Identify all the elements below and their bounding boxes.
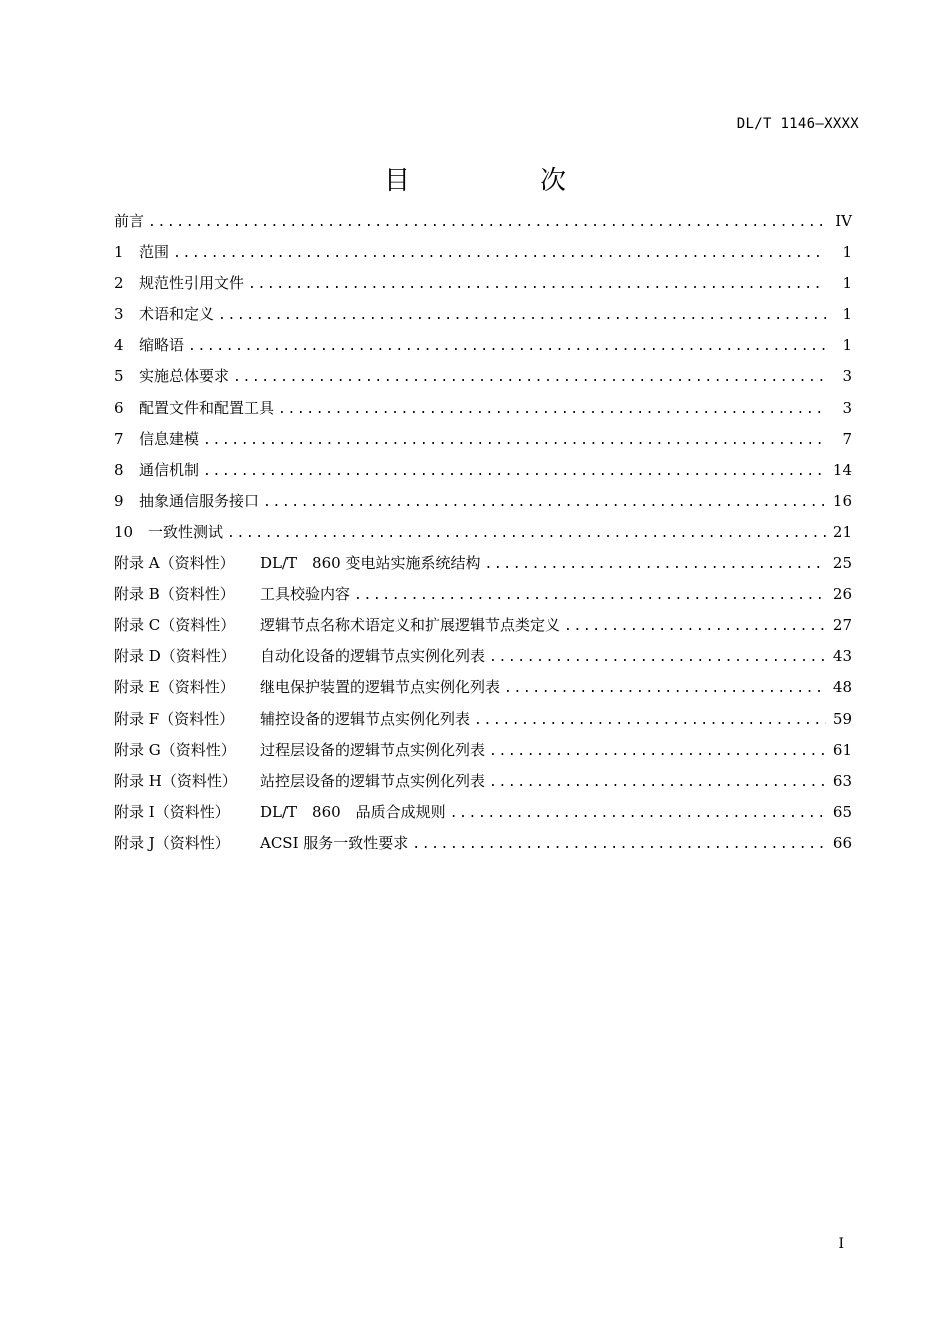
- toc-entry-label: [114, 330, 184, 361]
- toc-entry-title: 规范性引用文件: [139, 274, 245, 293]
- toc-entry-page: 1: [842, 274, 852, 293]
- toc-dot-leader: [474, 705, 826, 736]
- toc-dot-leader: [148, 207, 826, 238]
- toc-entry-page: 66: [832, 833, 852, 852]
- toc-entry-label: [114, 486, 259, 517]
- toc-entry-number: 4: [114, 336, 124, 355]
- toc-entry-label: [114, 517, 223, 548]
- toc-dot-leader: [564, 611, 826, 642]
- toc-entry-title: 抽象通信服务接口: [139, 491, 260, 510]
- toc-dot-leader: [489, 736, 826, 767]
- toc-dot-leader: [233, 362, 826, 393]
- toc-entry-page: 27: [832, 616, 852, 635]
- toc-entry[interactable]: [114, 206, 852, 237]
- toc-entry-title: 前言: [114, 212, 145, 230]
- toc-entry-number: 6: [114, 398, 124, 417]
- toc-entry-title: 继电保护装置的逻辑节点实例化列表: [260, 678, 501, 697]
- toc-entry-title: 通信机制: [139, 460, 200, 479]
- toc-dot-leader: [504, 673, 826, 704]
- toc-dot-leader: [263, 487, 826, 518]
- toc-dot-leader: [203, 425, 826, 456]
- toc-entry-number: 附录 F（资料性）: [114, 709, 235, 728]
- toc-entry[interactable]: [114, 299, 852, 330]
- toc-entry-number: 附录 B（资料性）: [114, 585, 235, 604]
- toc-dot-leader: [248, 269, 826, 300]
- toc-entry-number: 附录 H（资料性）: [114, 771, 237, 790]
- toc-entry-label: [114, 268, 244, 299]
- toc-entry-page: 65: [832, 802, 852, 821]
- toc-entry-title: 过程层设备的逻辑节点实例化列表: [260, 740, 486, 759]
- toc-entry-number: 附录 G（资料性）: [114, 740, 236, 759]
- toc-entry-title: 范围: [139, 243, 170, 262]
- toc-entry-label: [114, 672, 500, 703]
- toc-entry[interactable]: [114, 455, 852, 486]
- toc-entry[interactable]: [114, 424, 852, 455]
- toc-entry-page: 14: [832, 460, 852, 479]
- toc-entry-number: 3: [114, 305, 124, 324]
- toc-dot-leader: [188, 331, 826, 362]
- document-code: DL/T 1146—XXXX: [736, 116, 859, 132]
- toc-entry[interactable]: [114, 766, 852, 797]
- toc-entry-label: [114, 579, 350, 610]
- toc-entry-label: [114, 641, 485, 672]
- toc-dot-leader: [489, 767, 826, 798]
- toc-entry-label: [114, 299, 214, 330]
- toc-entry-title: 站控层设备的逻辑节点实例化列表: [260, 771, 486, 790]
- toc-dot-leader: [173, 238, 826, 269]
- toc-entry-page: 21: [832, 522, 852, 541]
- toc-entry-label: [114, 704, 470, 735]
- toc-entry[interactable]: [114, 797, 852, 828]
- toc-entry-title: ACSI 服务一致性要求: [260, 833, 409, 852]
- toc-entry-title: 术语和定义: [139, 305, 215, 324]
- toc-entry-title: 逻辑节点名称术语定义和扩展逻辑节点类定义: [260, 616, 561, 635]
- toc-entry-number: 5: [114, 367, 124, 386]
- toc-dot-leader: [450, 798, 826, 829]
- toc-entry-label: [114, 455, 199, 486]
- toc-entry-page: 48: [832, 678, 852, 697]
- toc-entry[interactable]: [114, 704, 852, 735]
- toc-entry[interactable]: [114, 579, 852, 610]
- toc-dot-leader: [278, 394, 826, 425]
- toc-dot-leader: [203, 456, 826, 487]
- toc-entry-page: 1: [842, 336, 852, 355]
- toc-entry-number: 附录 E（资料性）: [114, 678, 235, 697]
- toc-entry[interactable]: [114, 735, 852, 766]
- table-of-contents: [114, 206, 852, 859]
- toc-entry-page: 43: [832, 647, 852, 666]
- toc-entry[interactable]: [114, 237, 852, 268]
- toc-entry[interactable]: [114, 393, 852, 424]
- toc-entry[interactable]: [114, 672, 852, 703]
- toc-entry-number: 1: [114, 243, 124, 262]
- toc-entry-page: 16: [832, 491, 852, 510]
- toc-entry-page: 3: [842, 398, 852, 417]
- toc-entry-title: 自动化设备的逻辑节点实例化列表: [260, 647, 486, 666]
- toc-entry-label: [114, 735, 485, 766]
- toc-entry-label: [114, 797, 446, 828]
- toc-title: 目 次: [383, 166, 618, 196]
- toc-entry[interactable]: [114, 641, 852, 672]
- toc-entry-title: 辅控设备的逻辑节点实例化列表: [260, 709, 471, 728]
- toc-entry-label: [114, 206, 144, 237]
- toc-entry-number: 9: [114, 491, 124, 510]
- toc-dot-leader: [227, 518, 826, 549]
- toc-entry[interactable]: [114, 361, 852, 392]
- toc-entry-page: 1: [842, 305, 852, 324]
- toc-entry[interactable]: [114, 517, 852, 548]
- toc-entry-number: 附录 I（资料性）: [114, 802, 230, 821]
- toc-entry-number: 附录 A（资料性）: [114, 554, 235, 573]
- toc-entry-title: 信息建模: [139, 429, 200, 448]
- toc-entry[interactable]: [114, 828, 852, 859]
- toc-entry[interactable]: [114, 548, 852, 579]
- toc-entry-number: 2: [114, 274, 124, 293]
- toc-entry-title: 工具校验内容: [260, 585, 351, 604]
- toc-entry[interactable]: [114, 268, 852, 299]
- page-number: I: [838, 1236, 844, 1252]
- toc-entry-title: 缩略语: [139, 336, 185, 355]
- toc-entry-page: 63: [832, 771, 852, 790]
- toc-entry-label: [114, 548, 480, 579]
- toc-entry-number: 附录 J（资料性）: [114, 833, 230, 852]
- toc-entry-number: 7: [114, 429, 124, 448]
- toc-entry[interactable]: [114, 486, 852, 517]
- toc-entry-label: [114, 766, 485, 797]
- toc-entry-page: 3: [842, 367, 852, 386]
- toc-entry-page: IV: [835, 212, 852, 230]
- toc-entry-page: 26: [832, 585, 852, 604]
- toc-entry-title: DL/T 860 变电站实施系统结构: [260, 554, 481, 573]
- toc-entry-label: [114, 610, 560, 641]
- toc-entry-label: [114, 393, 274, 424]
- toc-entry-label: [114, 237, 169, 268]
- toc-entry-page: 61: [832, 740, 852, 759]
- toc-entry-title: 实施总体要求: [139, 367, 230, 386]
- toc-entry-page: 1: [842, 243, 852, 262]
- toc-entry-page: 59: [832, 709, 852, 728]
- toc-entry-label: [114, 361, 229, 392]
- toc-entry-page: 7: [842, 429, 852, 448]
- toc-entry-number: 附录 D（资料性）: [114, 647, 236, 666]
- toc-entry[interactable]: [114, 330, 852, 361]
- toc-dot-leader: [218, 300, 826, 331]
- toc-entry-number: 附录 C（资料性）: [114, 616, 236, 635]
- toc-dot-leader: [412, 829, 826, 860]
- toc-entry-title: DL/T 860 品质合成规则: [260, 802, 446, 821]
- toc-entry-label: [114, 828, 408, 859]
- toc-dot-leader: [354, 580, 826, 611]
- toc-dot-leader: [484, 549, 826, 580]
- toc-dot-leader: [489, 642, 826, 673]
- toc-entry-page: 25: [832, 554, 852, 573]
- toc-entry-title: 配置文件和配置工具: [139, 398, 275, 417]
- toc-entry-label: [114, 424, 199, 455]
- toc-entry-title: 一致性测试: [148, 522, 224, 541]
- toc-entry[interactable]: [114, 610, 852, 641]
- toc-entry-number: 8: [114, 460, 124, 479]
- toc-entry-number: 10: [114, 522, 134, 541]
